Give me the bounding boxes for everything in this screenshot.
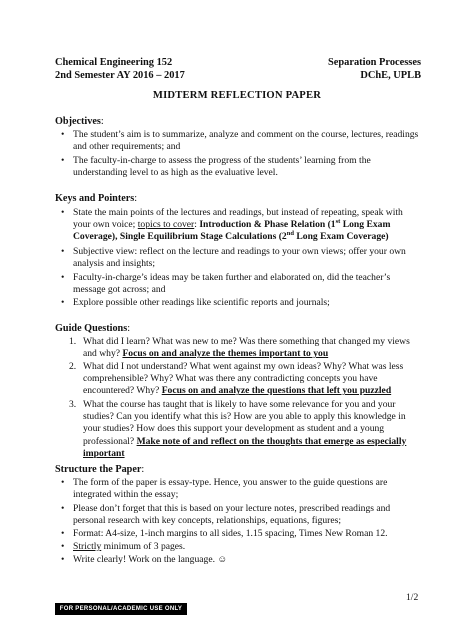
bullet-icon: • bbox=[61, 246, 65, 257]
keys-item: • State the main points of the lectures and readings, but instead of repeating, speak with your own voice; topics to cover: Introduction & Phase Relation (1st Long Exam Coverage), Single Equilibrium Stage Calculations (2nd Long Exam Coverage) bbox=[61, 207, 403, 243]
department-label: DChE, UPLB bbox=[360, 70, 421, 81]
ordinal-st: st bbox=[335, 218, 341, 226]
bullet-icon: • bbox=[61, 541, 65, 552]
question-emphasis: Focus on and analyze the themes important to you bbox=[122, 348, 329, 360]
structure-item bbox=[61, 503, 421, 527]
structure-item-text: Format: A4-size, 1-inch margins to all sides, 1.15 spacing, Times New Roman 12. bbox=[73, 528, 388, 539]
objective-item bbox=[61, 155, 421, 179]
structure-item-text: Write clearly! Work on the language. ☺ bbox=[73, 554, 228, 565]
semester-label: 2nd Semester AY 2016 – 2017 bbox=[55, 70, 185, 81]
objectives-heading: Objectives : bbox=[55, 116, 104, 127]
bullet-icon: • bbox=[61, 272, 65, 283]
bullet-icon: • bbox=[61, 155, 65, 166]
bullet-icon: • bbox=[61, 297, 65, 308]
topics-to-cover-label: topics to cover bbox=[137, 219, 195, 231]
bullet-icon: • bbox=[61, 129, 65, 140]
objective-item bbox=[61, 129, 421, 153]
bullet-icon: • bbox=[61, 477, 65, 488]
question-text: What did I learn? What was new to me? Was there something that changed my views and why? bbox=[83, 336, 410, 360]
keys-item bbox=[61, 297, 421, 309]
structure-item-text: minimum of 3 pages. bbox=[101, 541, 186, 552]
structure-item-text: The form of the paper is essay-type. Hence, you answer to the guide questions are integrated within the essay; bbox=[73, 477, 388, 501]
keys-item-text: State the main points of the lectures and readings, but instead of repeating, speak with your own voice; bbox=[73, 207, 403, 231]
number-marker: 1. bbox=[69, 336, 77, 347]
objective-text: The faculty-in-charge to assess the progress of the students’ learning from the understanding level to as high as the evaluative level. bbox=[73, 155, 371, 179]
course-title: Chemical Engineering 152 bbox=[55, 57, 173, 68]
question-emphasis: Make note of and reflect on the thoughts that emerge as especially important bbox=[83, 435, 407, 459]
structure-item-text: Please don’t forget that this is based on your lecture notes, prescribed readings and personal research with key concepts, relationships, equations, figures; bbox=[73, 503, 391, 527]
topic-3-text: Long Exam Coverage) bbox=[296, 231, 389, 243]
subject-label: Separation Processes bbox=[327, 57, 421, 68]
number-marker: 2. bbox=[69, 361, 77, 372]
structure-item bbox=[61, 554, 421, 566]
keys-heading: Keys and Pointers : bbox=[55, 193, 137, 204]
keys-item bbox=[61, 246, 421, 270]
structure-item bbox=[61, 477, 421, 501]
question-text: What did I not understand? What went against my own ideas? Why? What was less comprehensible? Why? What was there any contradicting concepts you have encountered? Why? bbox=[83, 361, 404, 397]
topic-2-text: Long Exam Coverage), Single Equilibrium Stage Calculations (2 bbox=[73, 219, 391, 243]
guide-heading: Guide Questions : bbox=[55, 323, 130, 334]
guide-question-2 bbox=[69, 361, 421, 398]
bullet-icon: • bbox=[61, 554, 65, 565]
keys-item bbox=[61, 272, 421, 296]
structure-item bbox=[61, 528, 421, 540]
question-text: What the course has taught that is likely to have some relevance for you and your studies? Can you identify what this is? How are you able to apply this knowledge in your studies? How does this support your development as student and a young professional? bbox=[83, 399, 406, 447]
guide-question-3 bbox=[69, 399, 421, 460]
keys-item-text: Explore possible other readings like scientific reports and journals; bbox=[73, 297, 330, 308]
objective-text: The student’s aim is to summarize, analyze and comment on the course, lectures, readings and other requirements; and bbox=[73, 129, 419, 153]
guide-question-1 bbox=[69, 336, 421, 360]
number-marker: 3. bbox=[69, 399, 77, 410]
keys-item-text: Subjective view: reflect on the lecture and readings to your own views; offer your own analysis and insights; bbox=[73, 246, 406, 270]
structure-heading: Structure the Paper : bbox=[55, 464, 144, 475]
ordinal-nd: nd bbox=[286, 230, 294, 238]
structure-item bbox=[61, 541, 421, 553]
page-title: MIDTERM REFLECTION PAPER bbox=[152, 90, 322, 101]
question-emphasis: Focus on and analyze the questions that left you puzzled bbox=[161, 385, 392, 397]
keys-item-text: Faculty-in-charge’s ideas may be taken further and elaborated on, did the teacher’s message got across; and bbox=[73, 272, 391, 296]
strictly-label: Strictly bbox=[73, 541, 102, 552]
topic-1-text: Introduction & Phase Relation (1 bbox=[199, 219, 336, 231]
usage-tag: FOR PERSONAL/ACADEMIC USE ONLY bbox=[55, 603, 187, 615]
bullet-icon: • bbox=[61, 503, 65, 514]
bullet-icon: • bbox=[61, 207, 65, 218]
bullet-icon: • bbox=[61, 528, 65, 539]
page-number: 1/2 bbox=[406, 592, 419, 603]
